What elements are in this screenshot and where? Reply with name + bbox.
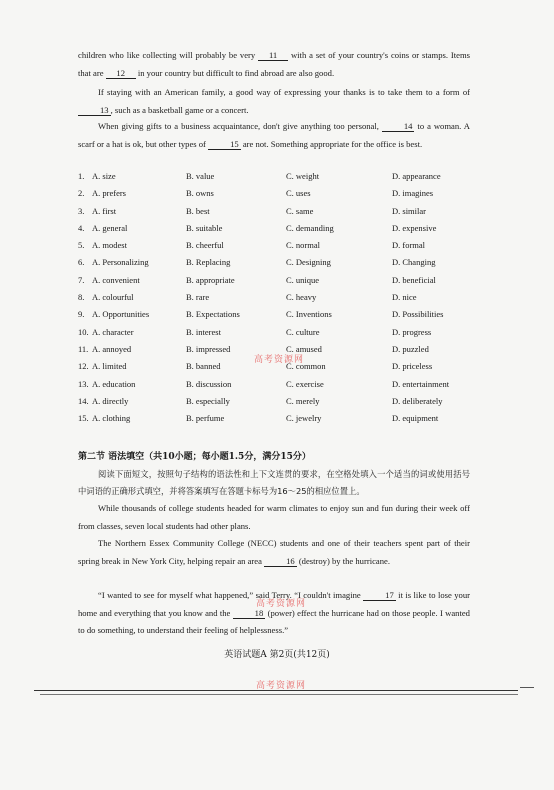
passage-text: in your country but difficult to find abroad are also good.	[135, 67, 335, 78]
question-number: 13.	[78, 378, 89, 389]
option-d: D. entertainment	[392, 378, 450, 389]
option-b: B. appropriate	[186, 274, 235, 285]
passage-paragraph-3	[78, 118, 470, 153]
option-a: A. size	[92, 171, 116, 181]
option-c: C. Designing	[286, 257, 331, 268]
option-a: A. prefers	[92, 188, 126, 199]
page-footer: 英语试题A 第2页(共12页)	[224, 650, 330, 660]
option-a: A. character	[92, 326, 134, 337]
option-b: B. owns	[186, 188, 214, 199]
question-number: 9.	[78, 309, 85, 320]
option-a: A. directly	[92, 395, 129, 406]
grammar-paragraph-1: While thousands of college students headed for warm climates to enjoy sun and fun during their week off from classes, seven local students had other plans.	[78, 503, 470, 531]
passage-text: , such as a basketball game or a concert.	[110, 104, 249, 115]
option-row	[78, 206, 478, 223]
option-c: C. same	[286, 205, 314, 216]
grammar-paragraph-2	[78, 535, 470, 570]
option-row	[78, 413, 478, 430]
question-number: 14.	[78, 395, 89, 406]
option-b: B. Expectations	[186, 309, 240, 320]
option-c: C. common	[286, 361, 326, 372]
option-row	[78, 309, 478, 326]
blank-16: 16	[264, 556, 297, 567]
question-number: 3.	[78, 205, 85, 216]
passage-text: (power) effect the hurricane had on those people. I wanted to do something, to understand their feeling of helplessness.”	[78, 607, 470, 635]
option-a: A. Opportunities	[92, 309, 150, 320]
passage-text: If staying with an American family, a good way of expressing your thanks is to take them to a form of	[98, 87, 470, 97]
option-a: A. modest	[92, 240, 127, 251]
option-b: B. interest	[186, 326, 221, 337]
option-b: B. discussion	[186, 378, 232, 389]
question-number: 15.	[78, 413, 89, 424]
blank-14: 14	[382, 121, 415, 132]
option-row	[78, 223, 478, 240]
option-d: D. equipment	[392, 413, 439, 424]
option-d: D. Changing	[392, 257, 436, 268]
option-c: C. unique	[286, 274, 320, 285]
grammar-paragraph-3	[78, 587, 470, 640]
option-d: D. beneficial	[392, 274, 436, 285]
watermark-logo: 高考资源网	[254, 355, 305, 365]
option-c: C. demanding	[286, 222, 334, 233]
option-c: C. normal	[286, 240, 320, 251]
blank-12: 12	[106, 68, 136, 79]
blank-17: 17	[363, 590, 396, 601]
option-a: A. clothing	[92, 413, 131, 424]
question-number: 7.	[78, 274, 85, 285]
option-d: D. imagines	[392, 188, 434, 199]
option-row	[78, 171, 478, 188]
watermark-logo: 高考资源网	[256, 599, 307, 609]
passage-text: children who like collecting will probably be very	[78, 50, 259, 60]
blank-15: 15	[208, 139, 241, 150]
option-b: B. value	[186, 171, 215, 181]
option-row	[78, 257, 478, 274]
question-number: 8.	[78, 292, 85, 303]
option-a: A. annoyed	[92, 343, 132, 354]
option-c: C. heavy	[286, 292, 317, 303]
option-d: D. formal	[392, 240, 426, 251]
passage-paragraph-2	[78, 84, 470, 119]
option-a: A. convenient	[92, 274, 140, 285]
option-c: C. jewelry	[286, 413, 322, 424]
footer-rule-secondary	[40, 694, 518, 695]
passage-text: to a woman. A scarf or a hat is ok, but other types of	[78, 121, 470, 149]
passage-text: with a set of your country's coins or stamps. Items that are	[78, 50, 470, 78]
question-number: 1.	[78, 171, 85, 181]
option-c: C. merely	[286, 395, 320, 406]
passage-text: When giving gifts to a business acquaintance, don't give anything too personal,	[98, 121, 382, 131]
option-d: D. progress	[392, 326, 432, 337]
blank-11: 11	[258, 50, 288, 61]
passage-paragraph-1	[78, 47, 470, 82]
option-b: B. cheerful	[186, 240, 224, 251]
option-c: C. Inventions	[286, 309, 332, 320]
passage-text: are not. Something appropriate for the office is best.	[240, 138, 423, 149]
option-d: D. nice	[392, 292, 417, 303]
option-d: D. Possibilities	[392, 309, 444, 320]
option-b: B. Replacing	[186, 257, 231, 268]
option-b: B. impressed	[186, 343, 231, 354]
option-d: D. priceless	[392, 361, 433, 372]
passage-text: (destroy) by the hurricane.	[296, 555, 390, 566]
option-a: A. limited	[92, 361, 127, 372]
option-b: B. especially	[186, 395, 230, 406]
option-b: B. banned	[186, 361, 221, 372]
option-c: C. culture	[286, 326, 320, 337]
option-a: A. colourful	[92, 292, 134, 303]
question-number: 6.	[78, 257, 85, 268]
option-c: C. uses	[286, 188, 311, 199]
question-number: 5.	[78, 240, 85, 251]
footer-rule-end	[520, 687, 534, 688]
option-row	[78, 275, 478, 292]
option-a: A. first	[92, 205, 117, 216]
option-row	[78, 240, 478, 257]
passage-text: The Northern Essex Community College (NECC) students and one of their teachers spent part of their spring break in New York City, helping repair an area	[78, 538, 470, 566]
question-number: 4.	[78, 222, 85, 233]
option-d: D. appearance	[392, 171, 441, 181]
option-a: A. general	[92, 222, 128, 233]
blank-13: 13	[78, 105, 111, 116]
watermark-logo: 高考资源网	[256, 681, 307, 691]
option-b: B. perfume	[186, 413, 225, 424]
footer-rule	[34, 690, 518, 691]
option-d: D. similar	[392, 205, 426, 216]
section-2-title: 第二节 语法填空（共10小题；每小题1.5分，满分15分）	[78, 452, 311, 462]
option-c: C. exercise	[286, 378, 324, 389]
passage-text: it is like to lose your home and everything that you know and the	[78, 590, 470, 618]
option-c: C. weight	[286, 171, 320, 181]
question-number: 11.	[78, 343, 89, 354]
answer-options-list	[78, 171, 478, 430]
option-row	[78, 188, 478, 205]
option-a: A. education	[92, 378, 136, 389]
option-row	[78, 379, 478, 396]
question-number: 12.	[78, 361, 89, 372]
option-b: B. suitable	[186, 222, 223, 233]
section-2-instructions: 阅读下面短文，按照句子结构的语法性和上下文连贯的要求，在空格处填入一个适当的词或使用括号中词语的正确形式填空，并将答案填写在答题卡标号为16～25的相应位置上。	[78, 469, 470, 496]
question-number: 10.	[78, 326, 89, 337]
option-row	[78, 327, 478, 344]
option-d: D. puzzled	[392, 343, 429, 354]
option-b: B. best	[186, 205, 210, 216]
option-row	[78, 396, 478, 413]
passage-text: “I wanted to see for myself what happened,” said Terry. “I couldn't imagine	[98, 590, 364, 600]
option-b: B. rare	[186, 292, 210, 303]
question-number: 2.	[78, 188, 85, 199]
option-a: A. Personalizing	[92, 257, 149, 268]
blank-18: 18	[233, 608, 266, 619]
option-d: D. expensive	[392, 222, 437, 233]
option-row	[78, 292, 478, 309]
option-d: D. deliberately	[392, 395, 443, 406]
option-c: C. amused	[286, 343, 322, 354]
